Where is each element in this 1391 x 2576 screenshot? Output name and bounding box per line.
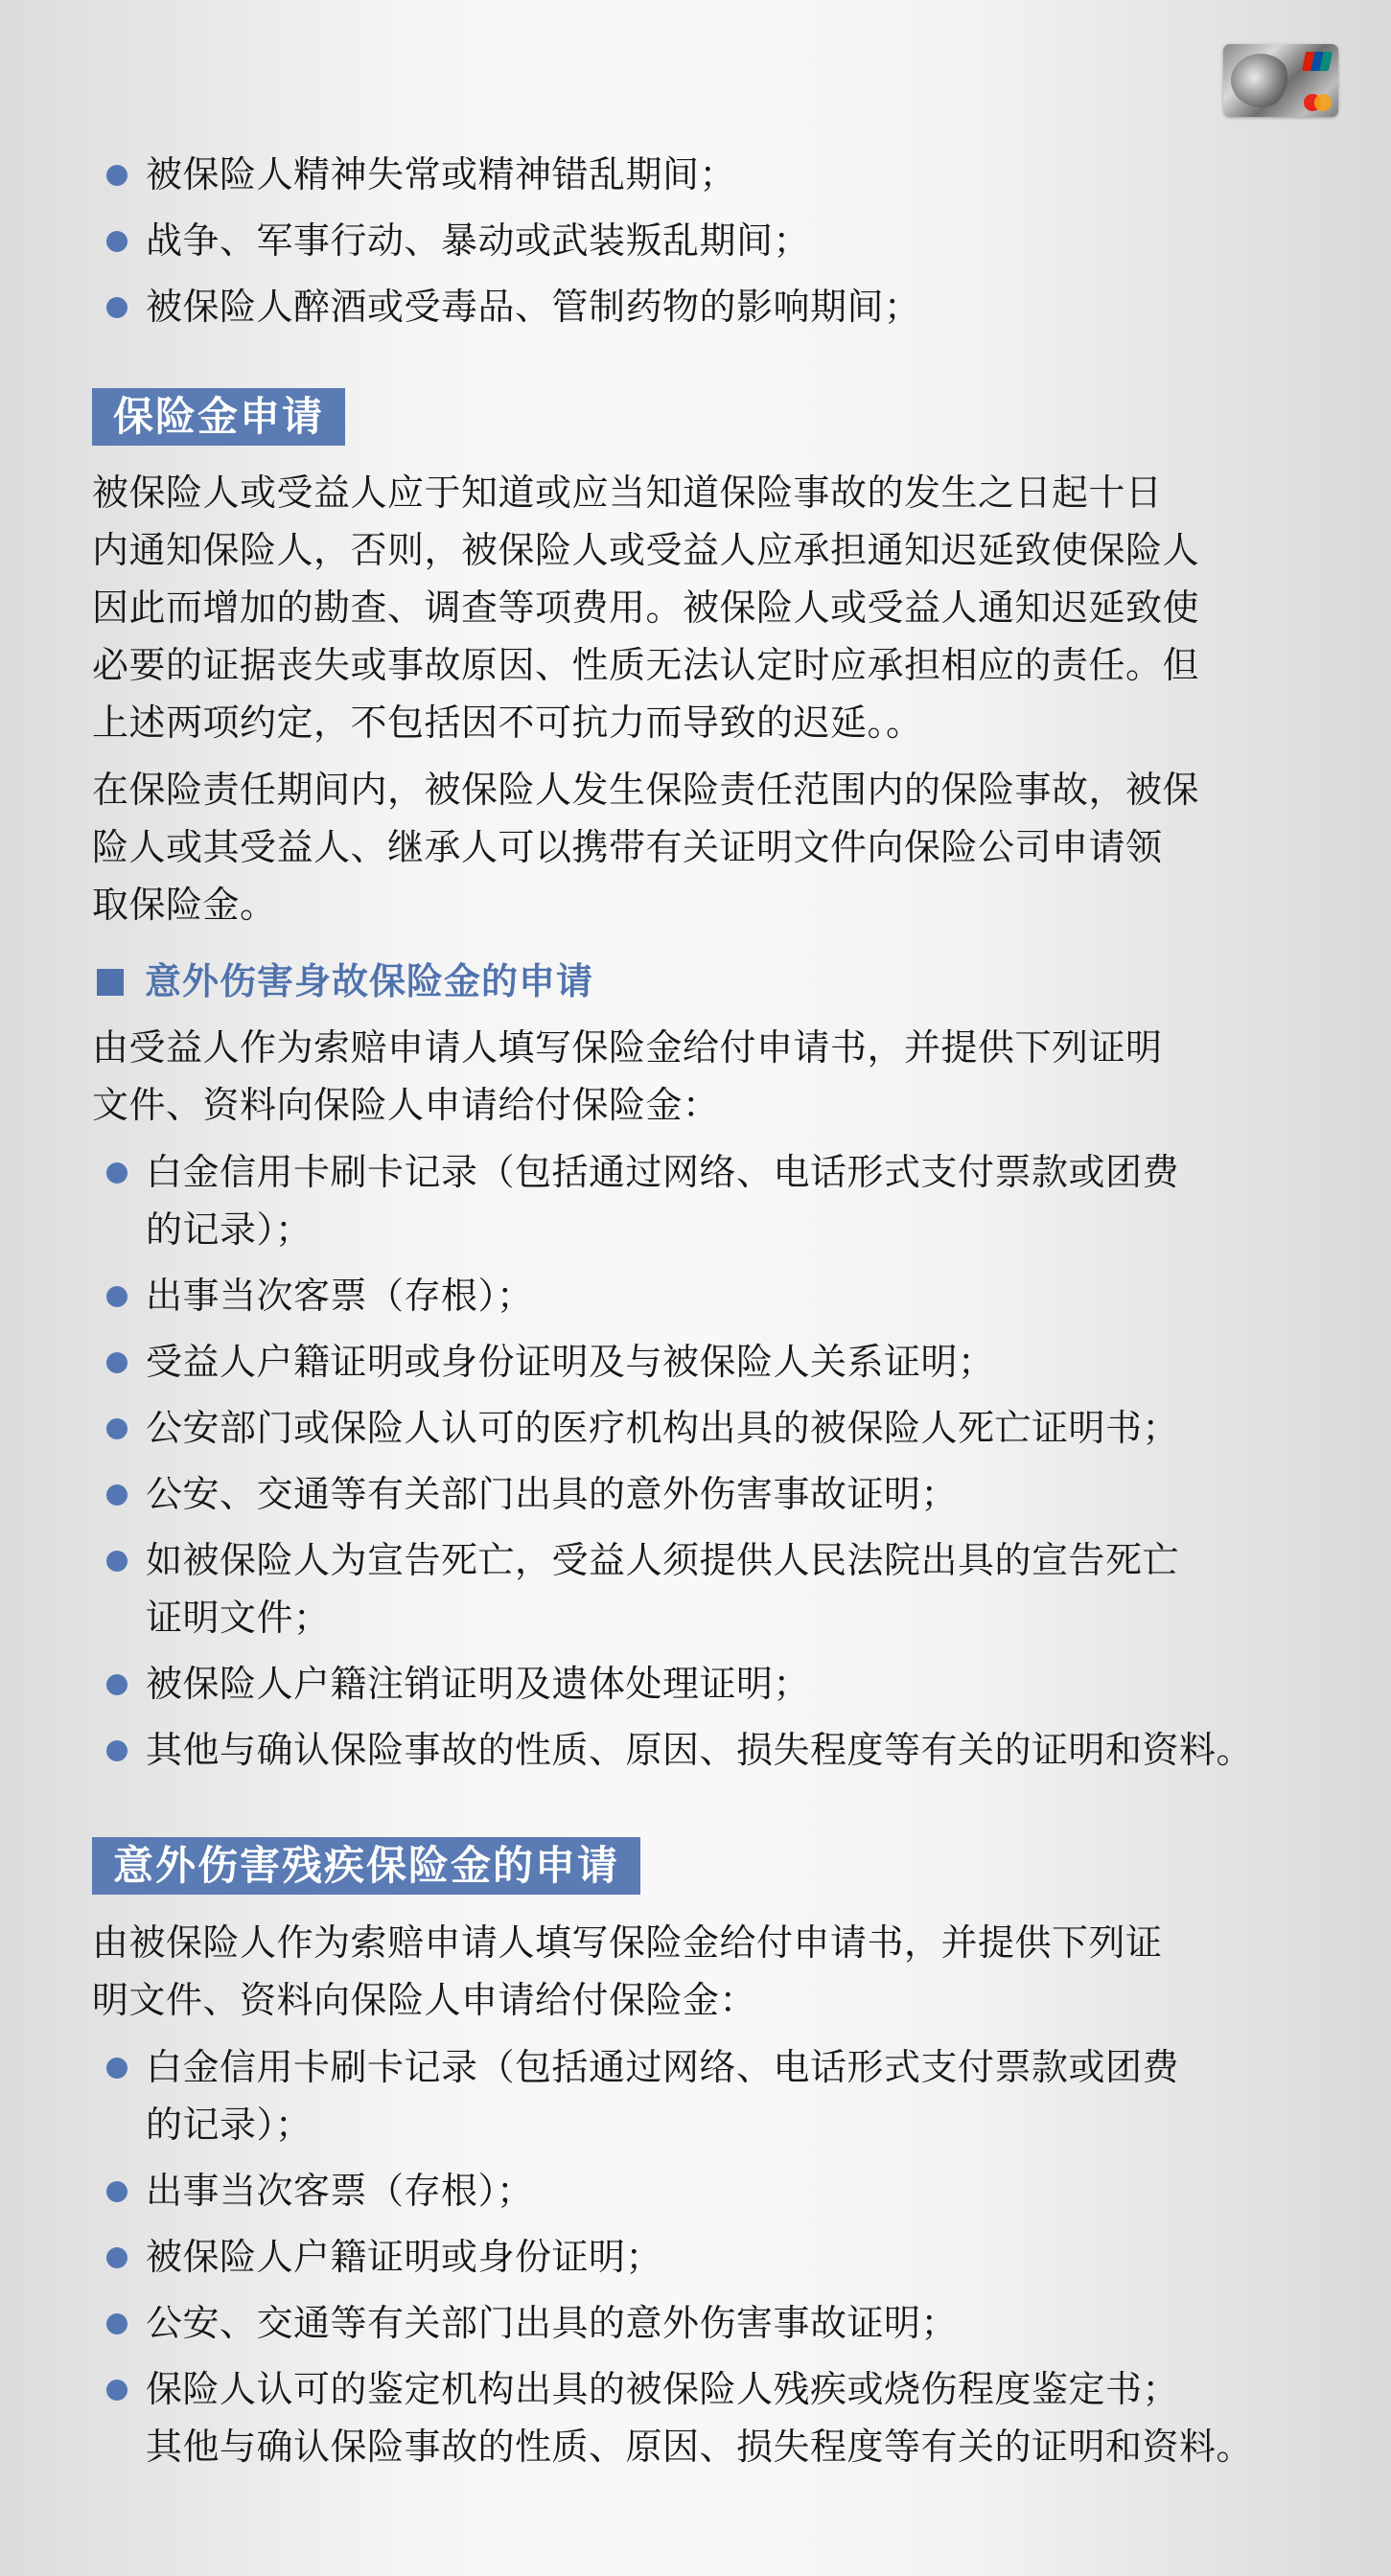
bullet-dot-icon <box>106 2058 128 2079</box>
disability-benefit-intro: 由被保险人作为索赔申请人填写保险金给付申请书，并提供下列证 明文件、资料向保险人申请给付保险金： <box>92 1921 1163 2021</box>
claim-notice-paragraph: 被保险人或受益人应于知道或应当知道保险事故的发生之日起十日 内通知保险人，否则，被保险人或受益人应承担通知迟延致使保险人 因此而增加的勘查、调查等项费用。被保险人或受益人通知迟延致使 必要的证据丧失或事故原因、性质无法认定时应承担相应的责任。但 上述两项约定，不包括因不可抗力而导致的迟延。。 <box>92 472 1200 744</box>
bullet-dot-icon <box>106 1418 128 1439</box>
bullet-dot-icon <box>106 2380 128 2401</box>
list-item: 白金信用卡刷卡记录（包括通过网络、电话形式支付票款或团费 的记录）； <box>0 2038 1253 2153</box>
section-heading-disability: 意外伤害残疾保险金的申请 <box>92 1837 640 1895</box>
list-item: 保险人认可的鉴定机构出具的被保险人残疾或烧伤程度鉴定书； 其他与确认保险事故的性质、原因、损失程度等有关的证明和资料。 <box>0 2360 1253 2475</box>
section-heading-claim: 保险金申请 <box>92 388 345 446</box>
disability-benefit-document-list <box>0 2038 1253 2475</box>
exclusion-list <box>0 146 921 335</box>
list-item: 其他与确认保险事故的性质、原因、损失程度等有关的证明和资料。 <box>0 1721 1253 1779</box>
unionpay-icon <box>1302 52 1333 71</box>
mastercard-icon <box>1304 94 1333 111</box>
list-item: 被保险人户籍证明或身份证明； <box>0 2228 1253 2286</box>
bullet-dot-icon <box>106 1551 128 1572</box>
list-item: 出事当次客票（存根）； <box>0 1267 1253 1324</box>
list-item: 公安部门或保险人认可的医疗机构出具的被保险人死亡证明书； <box>0 1399 1253 1457</box>
bank-card-logo-icon <box>1223 44 1338 117</box>
bullet-dot-icon <box>106 1674 128 1695</box>
bullet-dot-icon <box>106 1286 128 1307</box>
list-item: 白金信用卡刷卡记录（包括通过网络、电话形式支付票款或团费 的记录）； <box>0 1143 1253 1258</box>
bullet-dot-icon <box>106 2247 128 2268</box>
list-item: 战争、军事行动、暴动或武装叛乱期间； <box>0 212 921 269</box>
death-benefit-intro: 由受益人作为索赔申请人填写保险金给付申请书，并提供下列证明 文件、资料向保险人申请给付保险金： <box>92 1026 1163 1126</box>
square-marker-icon <box>97 969 124 996</box>
bullet-dot-icon <box>106 1740 128 1761</box>
bullet-dot-icon <box>106 1162 128 1184</box>
death-benefit-document-list <box>0 1143 1253 1779</box>
bullet-dot-icon <box>106 2313 128 2334</box>
list-item: 公安、交通等有关部门出具的意外伤害事故证明； <box>0 2294 1253 2352</box>
list-item: 被保险人醉酒或受毒品、管制药物的影响期间； <box>0 278 921 335</box>
list-item: 如被保险人为宣告死亡，受益人须提供人民法院出具的宣告死亡 证明文件； <box>0 1531 1253 1646</box>
list-item: 被保险人户籍注销证明及遗体处理证明； <box>0 1655 1253 1713</box>
list-item: 出事当次客票（存根）； <box>0 2162 1253 2220</box>
bullet-dot-icon <box>106 165 128 186</box>
bullet-dot-icon <box>106 231 128 252</box>
list-item: 被保险人精神失常或精神错乱期间； <box>0 146 921 203</box>
bullet-dot-icon <box>106 2181 128 2202</box>
claim-procedure-paragraph: 在保险责任期间内，被保险人发生保险责任范围内的保险事故，被保 险人或其受益人、继承人可以携带有关证明文件向保险公司申请领 取保险金。 <box>92 769 1200 926</box>
subheading-death-benefit: 意外伤害身故保险金的申请 <box>97 953 593 1010</box>
bullet-dot-icon <box>106 1484 128 1506</box>
bullet-dot-icon <box>106 297 128 318</box>
list-item: 受益人户籍证明或身份证明及与被保险人关系证明； <box>0 1333 1253 1391</box>
bullet-dot-icon <box>106 1352 128 1373</box>
list-item: 公安、交通等有关部门出具的意外伤害事故证明； <box>0 1465 1253 1523</box>
